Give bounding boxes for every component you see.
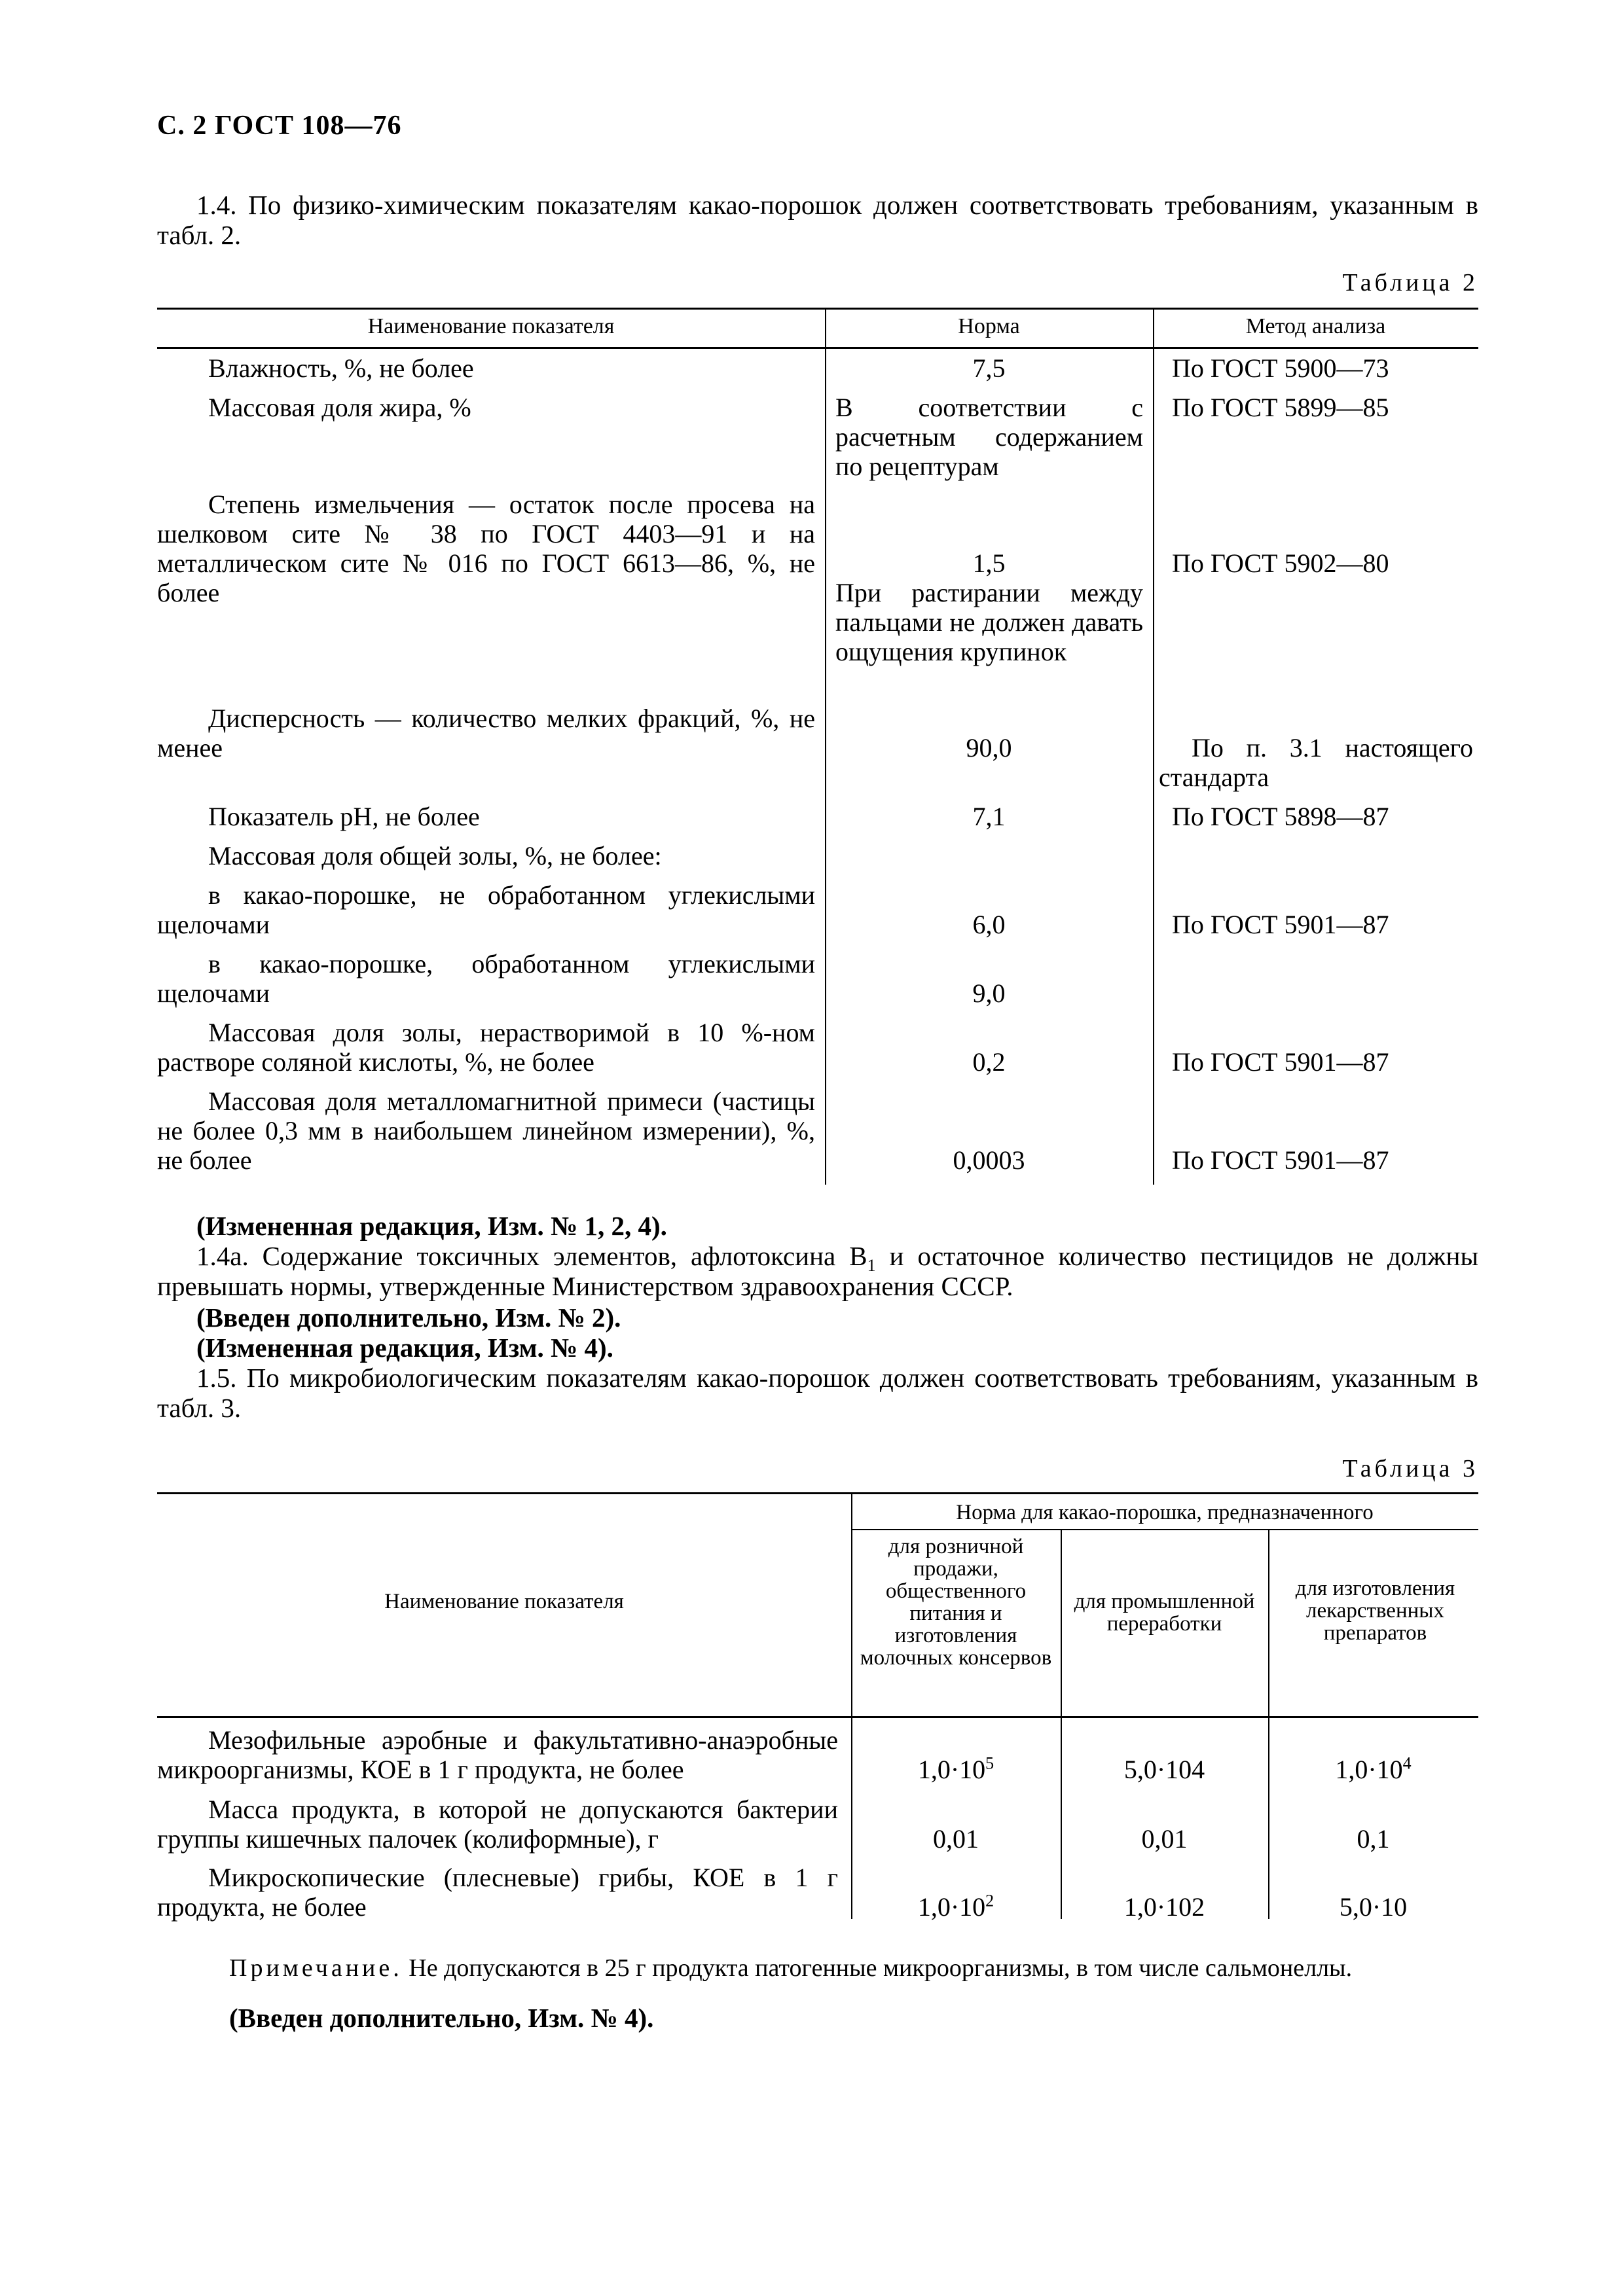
exponent: 2 xyxy=(985,1891,994,1910)
value-text: 0,01 xyxy=(1141,1824,1188,1854)
value-text: 5,0·104 xyxy=(1123,1755,1205,1784)
table-2-row-norm: В соответствии с расчетным содержанием по рецептурам xyxy=(835,393,1143,481)
table-2-row-name: Массовая доля золы, нерастворимой в 10 %-ном растворе соляной кислоты, %, не более xyxy=(157,1018,815,1077)
note-text: Не допускаются в 25 г продукта патогенные микроорганизмы, в том числе сальмонеллы. xyxy=(402,1954,1353,1982)
table-2-row-method: По ГОСТ 5898—87 xyxy=(1172,802,1389,831)
table-2-row-method: По ГОСТ 5901—87 xyxy=(1172,1047,1389,1077)
value-text: 1,0·10 xyxy=(917,1755,986,1784)
table-3-note xyxy=(229,1953,1352,1983)
amendment-note: (Измененная редакция, Изм. № 1, 2, 4). xyxy=(196,1211,667,1241)
table-2-divider-2 xyxy=(1153,308,1154,1185)
table-3-header-group: Норма для какао-порошка, предназначенного xyxy=(956,1501,1374,1524)
paragraph-1-4a-text-cont: и остаточное количество пестицидов не должны превышать нормы, утвержденные Министерством здравоохранения СССР. xyxy=(157,1241,1478,1301)
table-2-row-method: По ГОСТ 5900—73 xyxy=(1172,353,1389,383)
subscript: 1 xyxy=(867,1256,876,1276)
table-3-row-value xyxy=(1061,1755,1268,1784)
table-2-row-method: По ГОСТ 5899—85 xyxy=(1172,393,1389,422)
paragraph-1-5: 1.5. По микробиологическим показателям какао-порошок должен соответствовать требованиям, указанным в табл. 3. xyxy=(157,1363,1478,1423)
table-2-row-name: Влажность, %, не более xyxy=(208,353,474,383)
amendment-note: (Измененная редакция, Изм. № 4). xyxy=(196,1333,613,1363)
table-2-caption: Таблица 2 xyxy=(1342,269,1478,296)
table-3-row-name: Масса продукта, в которой не допускаются бактерии группы кишечных палочек (колиформные), г xyxy=(157,1795,838,1854)
exponent: 4 xyxy=(1402,1753,1412,1773)
paragraph-1-4a-text: 1.4а. Содержание токсичных элементов, афлотоксина B xyxy=(196,1241,867,1271)
table-3-row-value xyxy=(1268,1824,1478,1854)
table-2-row-norm: 0,0003 xyxy=(953,1145,1025,1175)
exponent: 5 xyxy=(985,1753,994,1773)
paragraph-1-4: 1.4. По физико-химическим показателям какао-порошок должен соответствовать требованиям, указанным в табл. 2. xyxy=(157,190,1478,250)
table-2-row-name: Дисперсность — количество мелких фракций, %, не менее xyxy=(157,704,815,762)
table-2-row-method: По п. 3.1 настоящего стандарта xyxy=(1159,733,1473,792)
table-2-row-norm-note: При растирании между пальцами не должен давать ощущения крупинок xyxy=(835,578,1143,666)
table-3-row-value xyxy=(851,1892,1061,1922)
table-2-row-name: Массовая доля жира, % xyxy=(208,393,471,422)
table-2-row-norm: 90,0 xyxy=(966,733,1012,762)
table-2-header-method: Метод анализа xyxy=(1245,314,1386,338)
table-2-row-name: Массовая доля общей золы, %, не более: xyxy=(208,841,662,870)
table-3-caption: Таблица 3 xyxy=(1342,1455,1478,1482)
table-2-row-name: в какао-порошке, не обработанном углекислыми щелочами xyxy=(157,880,815,939)
value-text: 0,1 xyxy=(1357,1824,1390,1854)
table-2-row-norm: 1,5 xyxy=(972,548,1006,578)
table-3-divider-1 xyxy=(851,1492,852,1919)
table-3-header-rule xyxy=(157,1716,1478,1718)
table-2-header-norm: Норма xyxy=(958,314,1020,338)
table-2-row-name: Показатель рН, не более xyxy=(208,802,480,831)
table-2-row-norm: 6,0 xyxy=(972,910,1006,939)
table-3-row-name: Мезофильные аэробные и факультативно-анаэробные микроорганизмы, КОЕ в 1 г продукта, не более xyxy=(157,1725,838,1784)
table-2-row-name: в какао-порошке, обработанном углекислыми щелочами xyxy=(157,949,815,1008)
table-3-row-value xyxy=(1061,1892,1268,1922)
value-text: 5,0·10 xyxy=(1339,1892,1408,1922)
table-2-row-method: По ГОСТ 5902—80 xyxy=(1172,548,1389,578)
table-2-row-method: По ГОСТ 5901—87 xyxy=(1172,910,1389,939)
table-3-row-value xyxy=(851,1824,1061,1854)
table-3-row-value xyxy=(851,1755,1061,1784)
table-3-subheader-rule xyxy=(851,1529,1478,1530)
table-2-row-name: Массовая доля металломагнитной примеси (частицы не более 0,3 мм в наибольшем линейном измерении), %, не более xyxy=(157,1086,815,1175)
table-3-subheader-retail: для розничной продажи, общественного питания и изготовления молочных консервов xyxy=(860,1535,1052,1670)
table-2-row-norm: 9,0 xyxy=(972,978,1006,1008)
table-3-row-value xyxy=(1061,1824,1268,1854)
paragraph-1-4a xyxy=(157,1241,1478,1301)
table-3-subheader-industrial: для промышленной переработки xyxy=(1074,1590,1255,1636)
value-text: 1,0·10 xyxy=(1335,1755,1403,1784)
table-3-row-value xyxy=(1268,1755,1478,1784)
table-3-divider-2 xyxy=(1061,1529,1062,1919)
value-text: 0,01 xyxy=(933,1824,979,1854)
table-2-row-norm: 7,5 xyxy=(972,353,1006,383)
table-2-row-norm: 0,2 xyxy=(972,1047,1006,1077)
table-3-subheader-pharma: для изготовления лекарственных препаратов xyxy=(1295,1577,1455,1645)
table-2-header-rule xyxy=(157,347,1478,349)
table-2-header-name: Наименование показателя xyxy=(367,314,615,338)
table-2-top-rule xyxy=(157,308,1478,310)
table-3-divider-3 xyxy=(1268,1529,1269,1919)
table-2-row-norm: 7,1 xyxy=(972,802,1006,831)
value-text: 1,0·102 xyxy=(1123,1892,1205,1922)
table-3-top-rule xyxy=(157,1492,1478,1494)
table-2-row-method: По ГОСТ 5901—87 xyxy=(1172,1145,1389,1175)
table-3-row-name: Микроскопические (плесневые) грибы, КОЕ в 1 г продукта, не более xyxy=(157,1863,838,1922)
table-3-row-value xyxy=(1268,1892,1478,1922)
amendment-note: (Введен дополнительно, Изм. № 4). xyxy=(229,2003,654,2033)
value-text: 1,0·10 xyxy=(917,1892,986,1922)
amendment-note: (Введен дополнительно, Изм. № 2). xyxy=(196,1302,621,1333)
page-header: С. 2 ГОСТ 108—76 xyxy=(157,111,402,141)
table-3-header-name: Наименование показателя xyxy=(384,1590,624,1613)
table-2-row-name: Степень измельчения — остаток после просева на шелковом сите № 38 по ГОСТ 4403—91 и на металлическом сите № 016 по ГОСТ 6613—86, %, не более xyxy=(157,490,815,607)
note-label: Примечание. xyxy=(229,1954,403,1982)
